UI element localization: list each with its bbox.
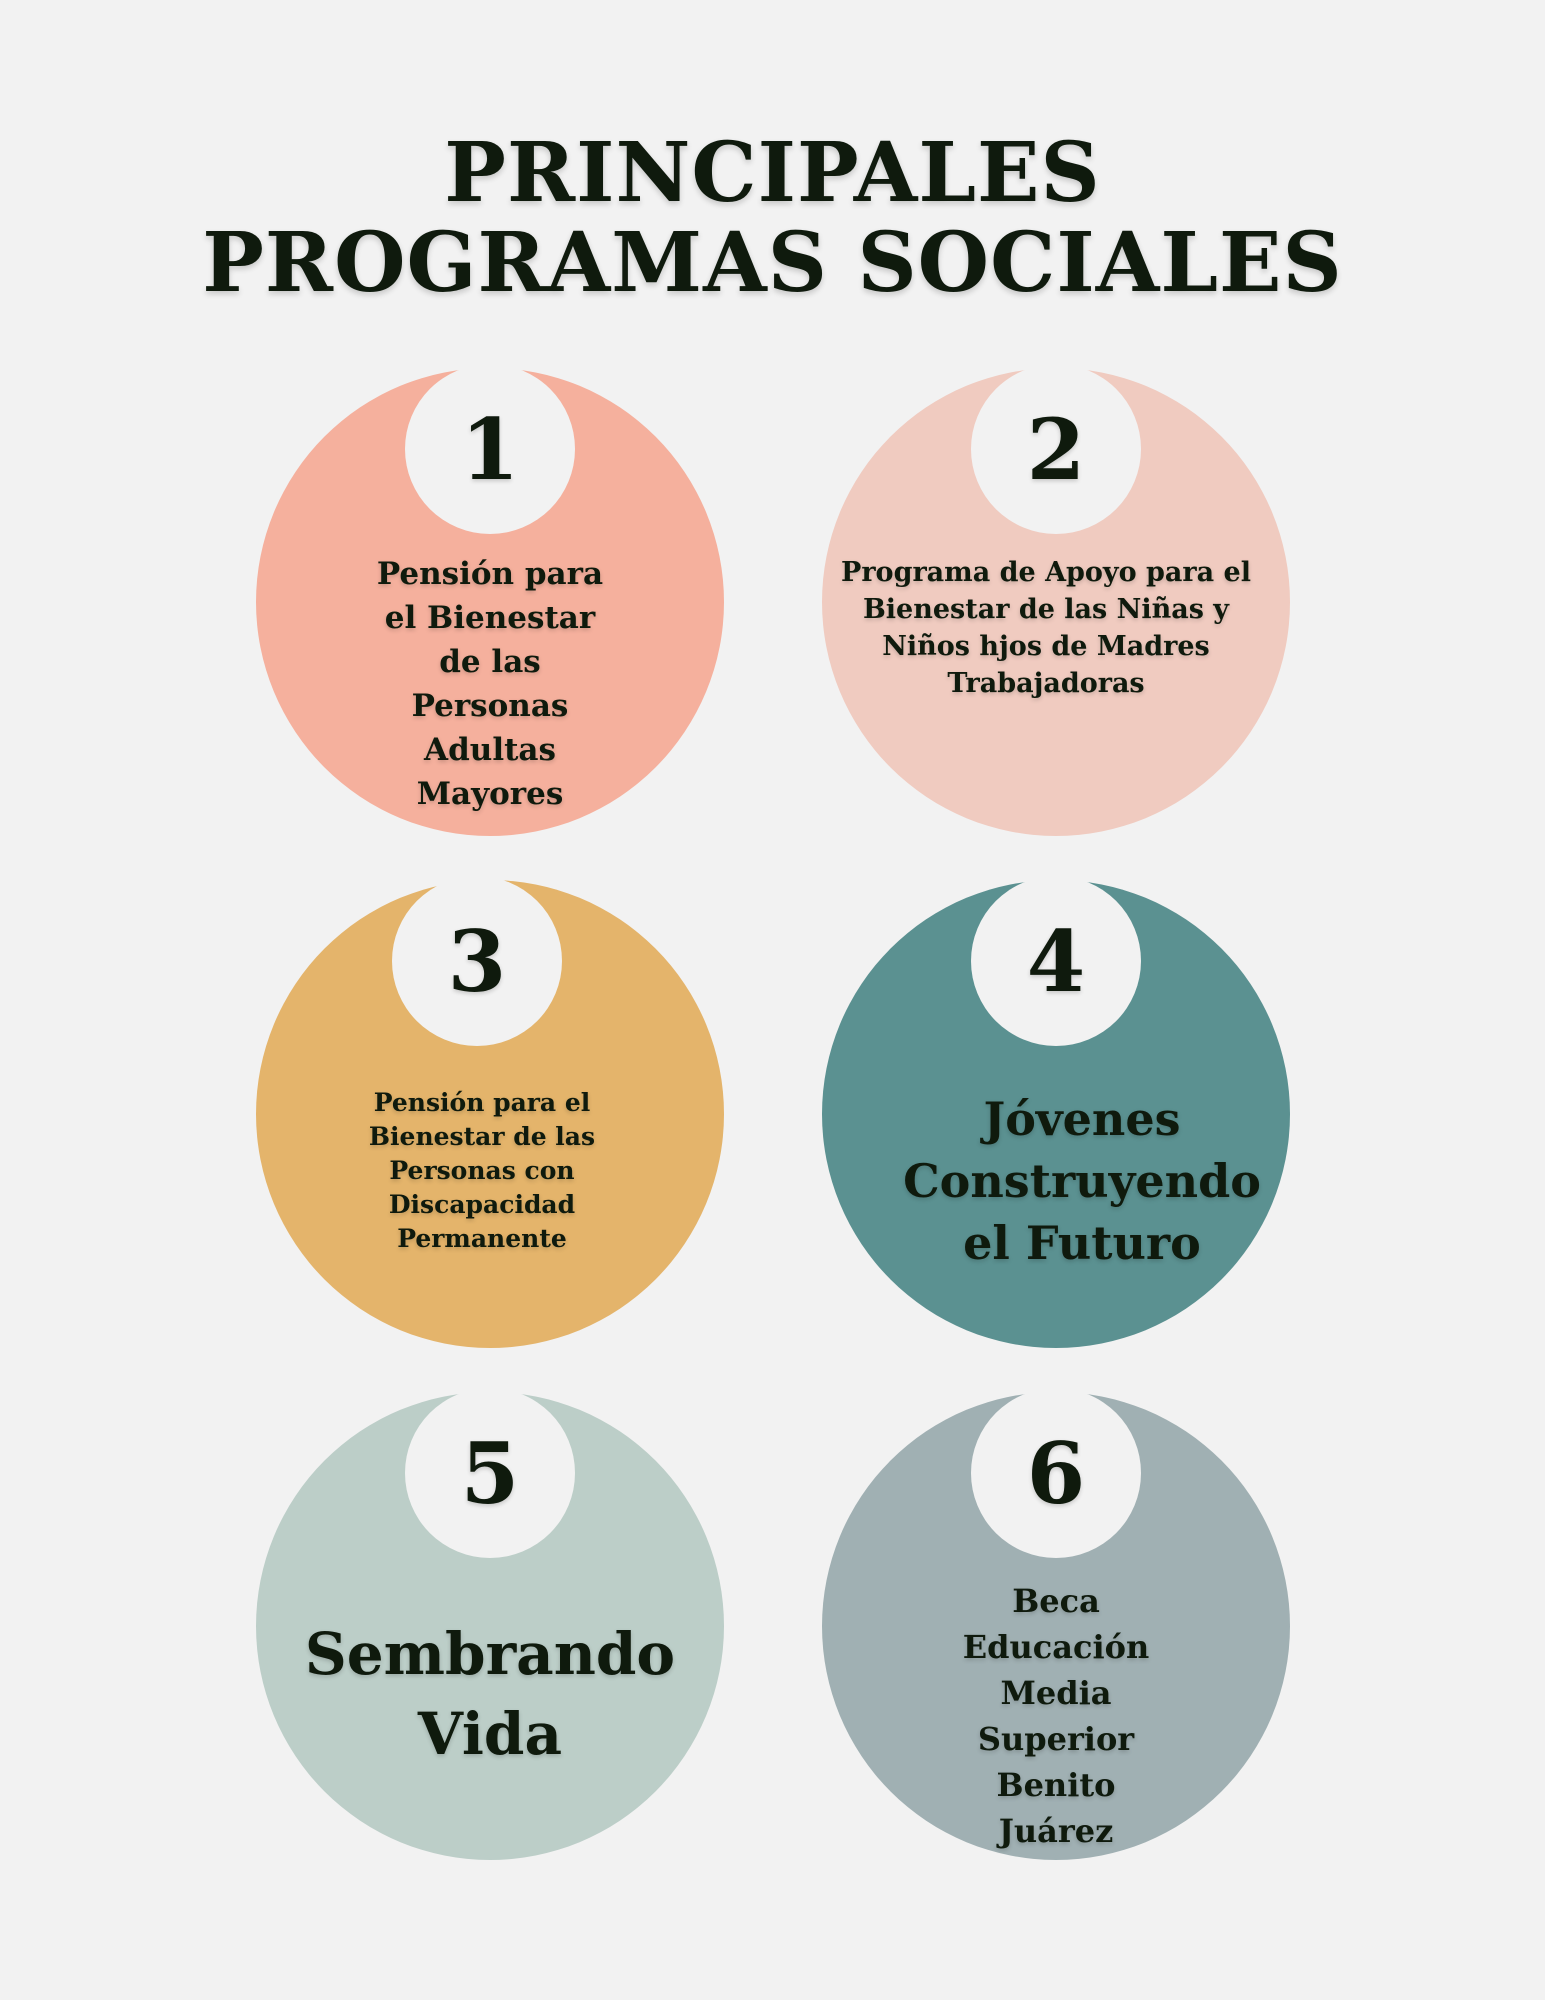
program-name: Pensión para el Bienestar de las Personas Adultas Mayores [376, 556, 604, 812]
title-line-2: PROGRAMAS SOCIALES [202, 215, 1343, 311]
program-circle-6 [822, 1392, 1290, 1860]
program-name: Pensión para el Bienestar de las Personas con Discapacidad Permanente [368, 1088, 596, 1253]
program-circle-2 [822, 368, 1290, 836]
title-line-1: PRINCIPALES [444, 125, 1101, 221]
program-circle-4 [822, 880, 1290, 1348]
program-circle-3 [256, 880, 724, 1348]
program-number-badge: 2 [971, 364, 1141, 534]
program-name: Beca Educación Media Superior Benito Juárez [962, 1582, 1150, 1850]
page-title [0, 125, 1545, 311]
program-number-badge: 1 [405, 364, 575, 534]
program-circle-5 [256, 1392, 724, 1860]
program-name: Programa de Apoyo para el Bienestar de las Niñas y Niños hjos de Madres Trabajadoras [841, 557, 1251, 699]
program-name: Jóvenes Construyendo el Futuro [903, 1092, 1261, 1270]
program-number-badge: 3 [392, 876, 562, 1046]
program-number-badge: 4 [971, 876, 1141, 1046]
program-name: Sembrando Vida [304, 1620, 676, 1768]
program-number-badge: 5 [405, 1388, 575, 1558]
program-number-badge: 6 [971, 1388, 1141, 1558]
program-circle-1 [256, 368, 724, 836]
